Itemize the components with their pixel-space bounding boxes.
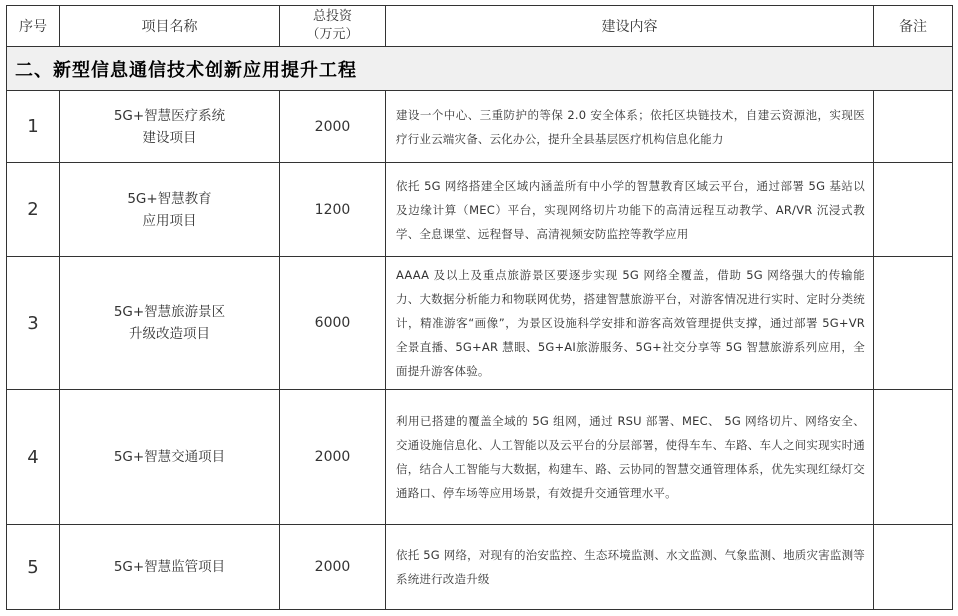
header-note: 备注 <box>874 6 953 47</box>
header-name: 项目名称 <box>60 6 280 47</box>
table-row <box>7 390 953 525</box>
row-investment: 1200 <box>280 163 386 257</box>
table-row <box>7 91 953 163</box>
row-name-line1: 5G+智慧监管项目 <box>113 559 226 575</box>
table-row <box>7 525 953 610</box>
row-name <box>60 163 280 257</box>
header-investment-line2: （万元） <box>306 27 359 42</box>
row-content: 依托 5G 网络搭建全区域内涵盖所有中小学的智慧教育区域云平台，通过部署 5G 基站以及边缘计算（MEC）平台，实现网络切片功能下的高清远程互动教学、AR/VR 沉浸式教学、全息课堂、远程督导、高清视频安防监控等教学应用 <box>386 163 874 257</box>
header-investment <box>280 6 386 47</box>
header-row <box>7 6 953 47</box>
row-name-line1: 5G+智慧医疗系统 <box>113 107 226 124</box>
section-row <box>7 47 953 91</box>
row-investment: 2000 <box>280 525 386 610</box>
row-name <box>60 91 280 163</box>
row-name <box>60 257 280 390</box>
table-row <box>7 163 953 257</box>
table-row <box>7 257 953 390</box>
row-index: 3 <box>7 257 60 390</box>
row-content: 依托 5G 网络，对现有的治安监控、生态环境监测、水文监测、气象监测、地质灾害监测等系统进行改造升级 <box>386 525 874 610</box>
row-name-line2: 升级改造项目 <box>129 326 210 342</box>
row-investment: 2000 <box>280 91 386 163</box>
row-name-line1: 5G+智慧旅游景区 <box>113 304 226 320</box>
project-table <box>6 5 953 610</box>
row-index: 2 <box>7 163 60 257</box>
row-name <box>60 525 280 610</box>
row-name-line1: 5G+智慧教育 <box>127 190 212 207</box>
row-note <box>874 163 953 257</box>
row-note <box>874 525 953 610</box>
row-index: 4 <box>7 390 60 525</box>
row-content: AAAA 及以上及重点旅游景区要逐步实现 5G 网络全覆盖，借助 5G 网络强大的传输能力、大数据分析能力和物联网优势，搭建智慧旅游平台，对游客情况进行实时、定时分类统计，精准游客“画像”，为景区设施科学安排和游客高效管理提供支撑，通过部署 5G+VR 全景直播、5G+AR 慧眼、5G+AI旅游服务、5G+社交分享等 5G 智慧旅游系列应用，全面提升游客体验。 <box>386 257 874 390</box>
row-note <box>874 257 953 390</box>
row-investment: 2000 <box>280 390 386 525</box>
header-content: 建设内容 <box>386 6 874 47</box>
row-note <box>874 91 953 163</box>
section-title: 二、新型信息通信技术创新应用提升工程 <box>7 47 953 91</box>
row-name <box>60 390 280 525</box>
header-investment-line1: 总投资 <box>312 9 352 24</box>
row-content: 利用已搭建的覆盖全域的 5G 组网，通过 RSU 部署、MEC、 5G 网络切片、网络安全、交通设施信息化、人工智能以及云平台的分层部署，使得车车、车路、车人之间实现实时通信，结合人工智能与大数据，构建车、路、云协同的智慧交通管理体系，优先实现红绿灯交通路口、停车场等应用场景，有效提升交通管理水平。 <box>386 390 874 525</box>
row-content: 建设一个中心、三重防护的等保 2.0 安全体系；依托区块链技术，自建云资源池，实现医疗行业云端灾备、云化办公，提升全县基层医疗机构信息化能力 <box>386 91 874 163</box>
header-index: 序号 <box>7 6 60 47</box>
row-investment: 6000 <box>280 257 386 390</box>
row-name-line1: 5G+智慧交通项目 <box>113 449 226 465</box>
row-index: 1 <box>7 91 60 163</box>
row-name-line2: 应用项目 <box>142 212 197 229</box>
row-note <box>874 390 953 525</box>
row-index: 5 <box>7 525 60 610</box>
row-name-line2: 建设项目 <box>142 129 197 146</box>
project-table-page <box>6 5 952 611</box>
